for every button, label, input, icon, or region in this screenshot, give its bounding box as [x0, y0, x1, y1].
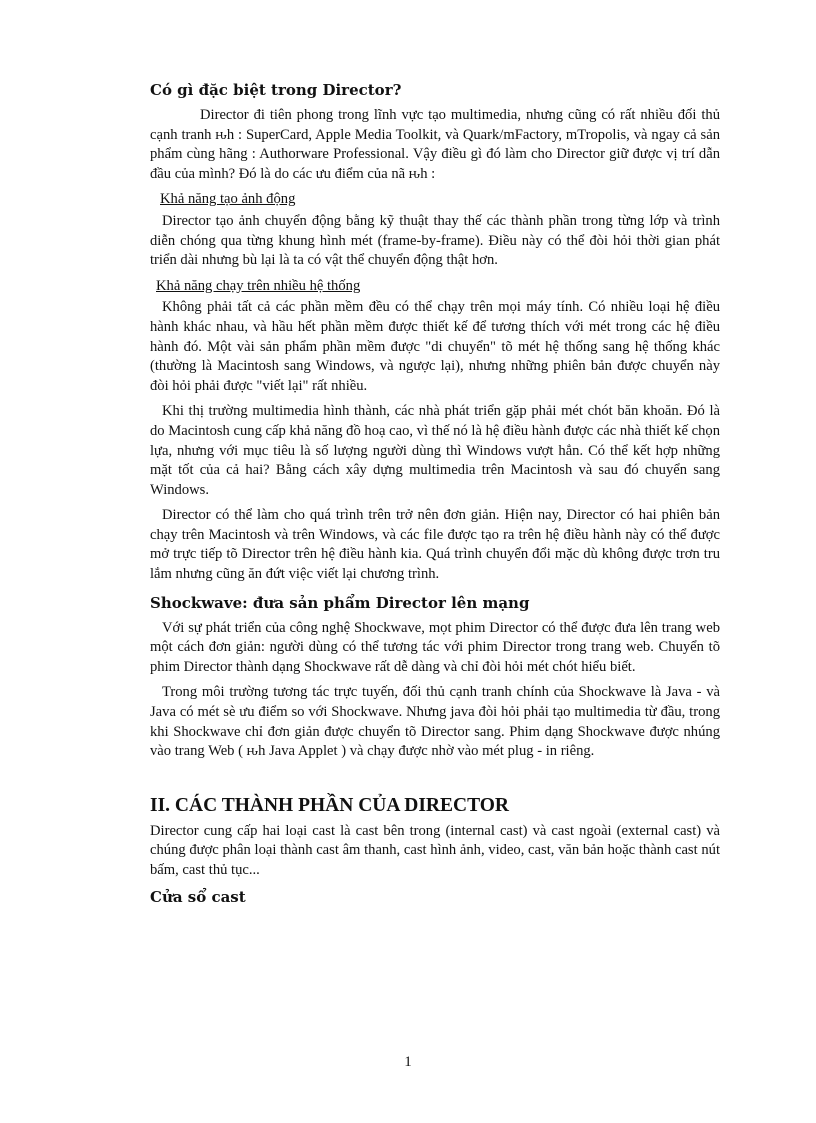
page-number: 1: [404, 1054, 412, 1070]
section-spacer: [150, 768, 720, 794]
paragraph-multiplatform-1: Không phải tất cả các phần mềm đều có thể chạy trên mọi máy tính. Có nhiều loại hệ điều hành khác nhau, và hầu hết phần mềm được thiết kế để tương thích với mét trong các hệ điều hành đó. Một vài sản phẩm phần mềm được "di chuyển" tõ mét hệ thống sang hệ thống khác (thường là Macintosh sang Windows, và ngược lại), nhưng những phiên bản được chuyển này đòi hỏi phải được "viết lại" rất nhiều.: [150, 299, 720, 394]
chapter-heading-components: II. CÁC THÀNH PHẦN CỦA DIRECTOR: [150, 794, 509, 816]
paragraph-multiplatform-3: Director có thể làm cho quá trình trên trở nên đơn giản. Hiện nay, Director có hai phiên bản chạy trên Macintosh và trên Windows, và các file được tạo ra trên hệ điều hành này có thể được mở trực tiếp tõ Director trên hệ điều hành kia. Quá trình chuyển đổi mặc dù không được trơn tru lắm nhưng cũng ăn đứt việc viết lại chương trình.: [150, 507, 720, 583]
paragraph-components: Director cung cấp hai loại cast là cast bên trong (internal cast) và cast ngoài (external cast) và chúng được phân loại thành cast âm thanh, cast hình ảnh, video, cast, văn bản hoặc thành cast nút bấm, cast thủ tục...: [150, 822, 720, 878]
subheading-animation: Khả năng tạo ảnh động: [160, 191, 296, 208]
paragraph-shockwave-1: Với sự phát triển của công nghệ Shockwave, mọt phim Director có thể được đưa lên trang web một cách đơn giản: người dùng có thể tương tác với phim Director trong trang web. Chuyển tõ phim Director thành dạng Shockwave rất dễ dàng và chỉ đòi hỏi mét chót hiểu biết.: [150, 619, 720, 675]
paragraph-multiplatform-2: Khi thị trường multimedia hình thành, các nhà phát triển gặp phải mét chót băn khoăn. Đó là do Macintosh cung cấp khả năng đồ hoạ cao, vì thế nó là hệ điều hành được các nhà thiết kế chọn lựa, nhưng với mục tiêu là số lượng người dùng thì Windows vượt hẳn. Có thể kết hợp những mặt tốt của cả hai? Bằng cách xây dựng multimedia trên Macintosh và sau đó chuyển sang Windows.: [150, 403, 721, 498]
paragraph-shockwave-2: Trong môi trường tương tác trực tuyến, đối thủ cạnh tranh chính của Shockwave là Java - và Java có mét sè ưu điểm so với Shockwave. Nhưng java đòi hỏi phải tạo multimedia từ đầu, trong khi Shockwave chỉ đơn giản được chuyển tõ Director sang. Phim dạng Shockwave được nhúng vào trang Web ( ԋh Java Applet ) và chạy được nhờ vào mét plug - in riêng.: [150, 684, 720, 760]
document-page: [150, 72, 720, 913]
paragraph-intro: Director đi tiên phong trong lĩnh vực tạo multimedia, nhưng cũng có rất nhiều đối thủ cạnh tranh ԋh : SuperCard, Apple Media Toolkit, và Quark/mFactory, mTropolis, và ngay cả sản phẩm cùng hãng : Authorware Professional. Vậy điều gì đó làm cho Director giữ được vị trí dẫn đầu của mình? Đó là do các ưu điểm của nã ԋh :: [150, 107, 720, 182]
subheading-cast-window: Cửa sổ cast: [150, 887, 246, 906]
paragraph-animation: Director tạo ảnh chuyển động bằng kỹ thuật thay thế các thành phần trong từng lớp và trình diễn chóng qua từng khung hình mét (frame-by-frame). Điều này có thể đòi hỏi thời gian phát triển dài nhưng bù lại là ta có vật thể chuyển động thật hơn.: [150, 212, 720, 269]
section-heading-director-special: Có gì đặc biệt trong Director?: [150, 81, 402, 99]
section-heading-shockwave: Shockwave: đưa sản phẩm Director lên mạng: [150, 593, 530, 612]
subheading-multiplatform: Khả năng chạy trên nhiều hệ thống: [156, 277, 361, 294]
